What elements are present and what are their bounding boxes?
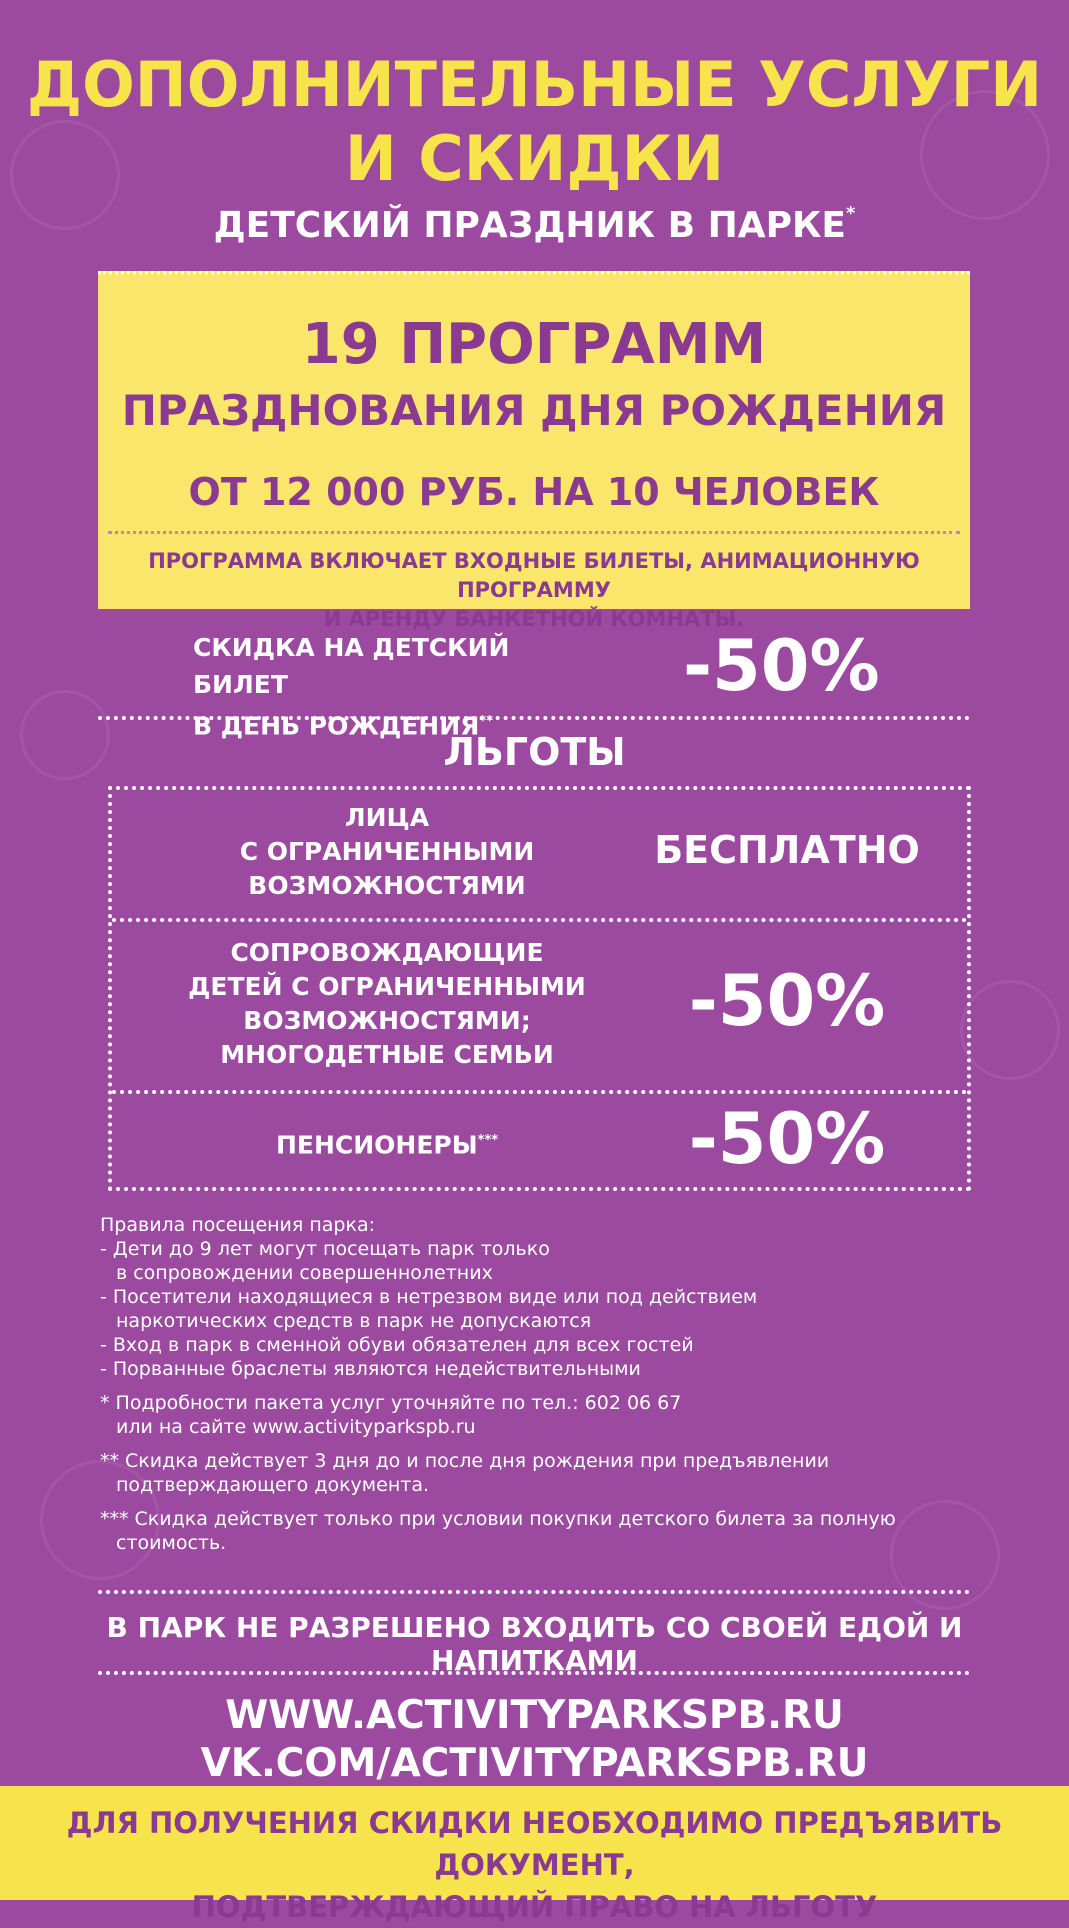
divider (108, 531, 960, 534)
rule-item: в сопровождении совершеннолетних (116, 1262, 493, 1284)
divider (98, 1671, 970, 1675)
website-link[interactable]: WWW.ACTIVITYPARKSPB.RU (225, 1693, 844, 1738)
benefit-label-text: ПЕНСИОНЕРЫ (275, 1130, 478, 1160)
includes-line: И АРЕНДУ БАНКЕТНОЙ КОМНАТЫ. (323, 607, 745, 631)
footer-line: ПОДТВЕРЖДАЮЩИЙ ПРАВО НА ЛЬГОТУ (191, 1890, 878, 1924)
discount-label-line: СКИДКА НА ДЕТСКИЙ БИЛЕТ (193, 633, 510, 699)
benefit-label-line: МНОГОДЕТНЫЕ СЕМЬИ (220, 1040, 554, 1069)
programs-subtitle: ПРАЗДНОВАНИЯ ДНЯ РОЖДЕНИЯ (121, 386, 947, 435)
footnote: * Подробности пакета услуг уточняйте по тел.: 602 06 67 (100, 1392, 682, 1414)
benefit-label (152, 936, 622, 1072)
food-warning: В ПАРК НЕ РАЗРЕШЕНО ВХОДИТЬ СО СВОЕЙ ЕДОЙ И НАПИТКАМИ (106, 1611, 963, 1677)
benefit-label-line: С ОГРАНИЧЕННЫМИ (239, 837, 535, 866)
vk-link[interactable]: VK.COM/ACTIVITYPARKSPB.RU (200, 1741, 869, 1786)
rule-item: - Вход в парк в сменной обуви обязателен для всех гостей (100, 1334, 694, 1356)
discount-label-text: В ДЕНЬ РОЖДЕНИЯ (193, 711, 480, 741)
links (0, 1692, 1069, 1788)
footer-text (0, 1802, 1069, 1928)
background-doodle (960, 980, 1060, 1080)
benefit-label-line: ВОЗМОЖНОСТЯМИ (248, 871, 526, 900)
rules-heading: Правила посещения парка: (100, 1214, 376, 1236)
rule-item: - Посетители находящиеся в нетрезвом виде или под действием (100, 1286, 758, 1308)
footnote: *** Скидка действует только при условии покупки детского билета за полную (100, 1508, 896, 1530)
rule-item: - Порванные браслеты являются недействительными (100, 1358, 641, 1380)
footer-banner (0, 1786, 1069, 1924)
title-line: ДОПОЛНИТЕЛЬНЫЕ УСЛУГИ (26, 48, 1043, 121)
benefit-label-line: ВОЗМОЖНОСТЯМИ; (243, 1006, 531, 1035)
benefit-value: БЕСПЛАТНО (654, 828, 920, 872)
divider (98, 716, 970, 720)
footnote: подтверждающего документа. (116, 1474, 429, 1496)
benefit-label-line: СОПРОВОЖДАЮЩИЕ (230, 938, 544, 967)
benefit-value: -50% (688, 1098, 886, 1180)
price-text: ОТ 12 000 РУБ. НА 10 ЧЕЛОВЕК (188, 470, 880, 514)
page-subtitle (0, 203, 1069, 246)
rule-item: наркотических средств в парк не допускаются (116, 1310, 592, 1332)
rule-item: - Дети до 9 лет могут посещать парк только (100, 1238, 550, 1260)
page-title (0, 48, 1069, 196)
discount-label (193, 629, 573, 744)
programs-count: 19 ПРОГРАММ (301, 312, 767, 377)
benefit-label-line: ДЕТЕЙ С ОГРАНИЧЕННЫМИ (188, 972, 586, 1001)
includes-line: ПРОГРАММА ВКЛЮЧАЕТ ВХОДНЫЕ БИЛЕТЫ, АНИМАЦИОННУЮ ПРОГРАММУ (148, 549, 920, 602)
benefit-row (112, 918, 967, 1090)
footnote: стоимость. (116, 1532, 227, 1554)
footnote-mark: * (846, 203, 856, 224)
subtitle-text: ДЕТСКИЙ ПРАЗДНИК В ПАРКЕ (213, 205, 847, 246)
benefit-row (112, 790, 967, 918)
footnote-mark: ** (479, 714, 494, 729)
benefits-table (108, 786, 971, 1191)
benefit-value: -50% (688, 960, 886, 1042)
includes-text (118, 547, 950, 634)
benefit-label-line: ЛИЦА (344, 803, 430, 832)
footnote: или на сайте www.activityparkspb.ru (116, 1416, 476, 1438)
benefit-label (152, 801, 622, 903)
footnote-mark: *** (477, 1133, 499, 1148)
divider (98, 1590, 970, 1594)
footnote: ** Скидка действует 3 дня до и после дня рождения при предъявлении (100, 1450, 830, 1472)
birthday-programs-box (98, 271, 970, 631)
footer-line: ДЛЯ ПОЛУЧЕНИЯ СКИДКИ НЕОБХОДИМО ПРЕДЪЯВИТЬ ДОКУМЕНТ, (66, 1806, 1003, 1882)
discount-value: -50% (683, 625, 880, 707)
benefit-label (152, 1124, 622, 1162)
park-rules (100, 1213, 980, 1555)
birthday-discount-row (98, 625, 970, 741)
benefits-title: ЛЬГОТЫ (443, 730, 626, 774)
benefit-row (112, 1090, 967, 1187)
title-line: И СКИДКИ (344, 122, 725, 195)
